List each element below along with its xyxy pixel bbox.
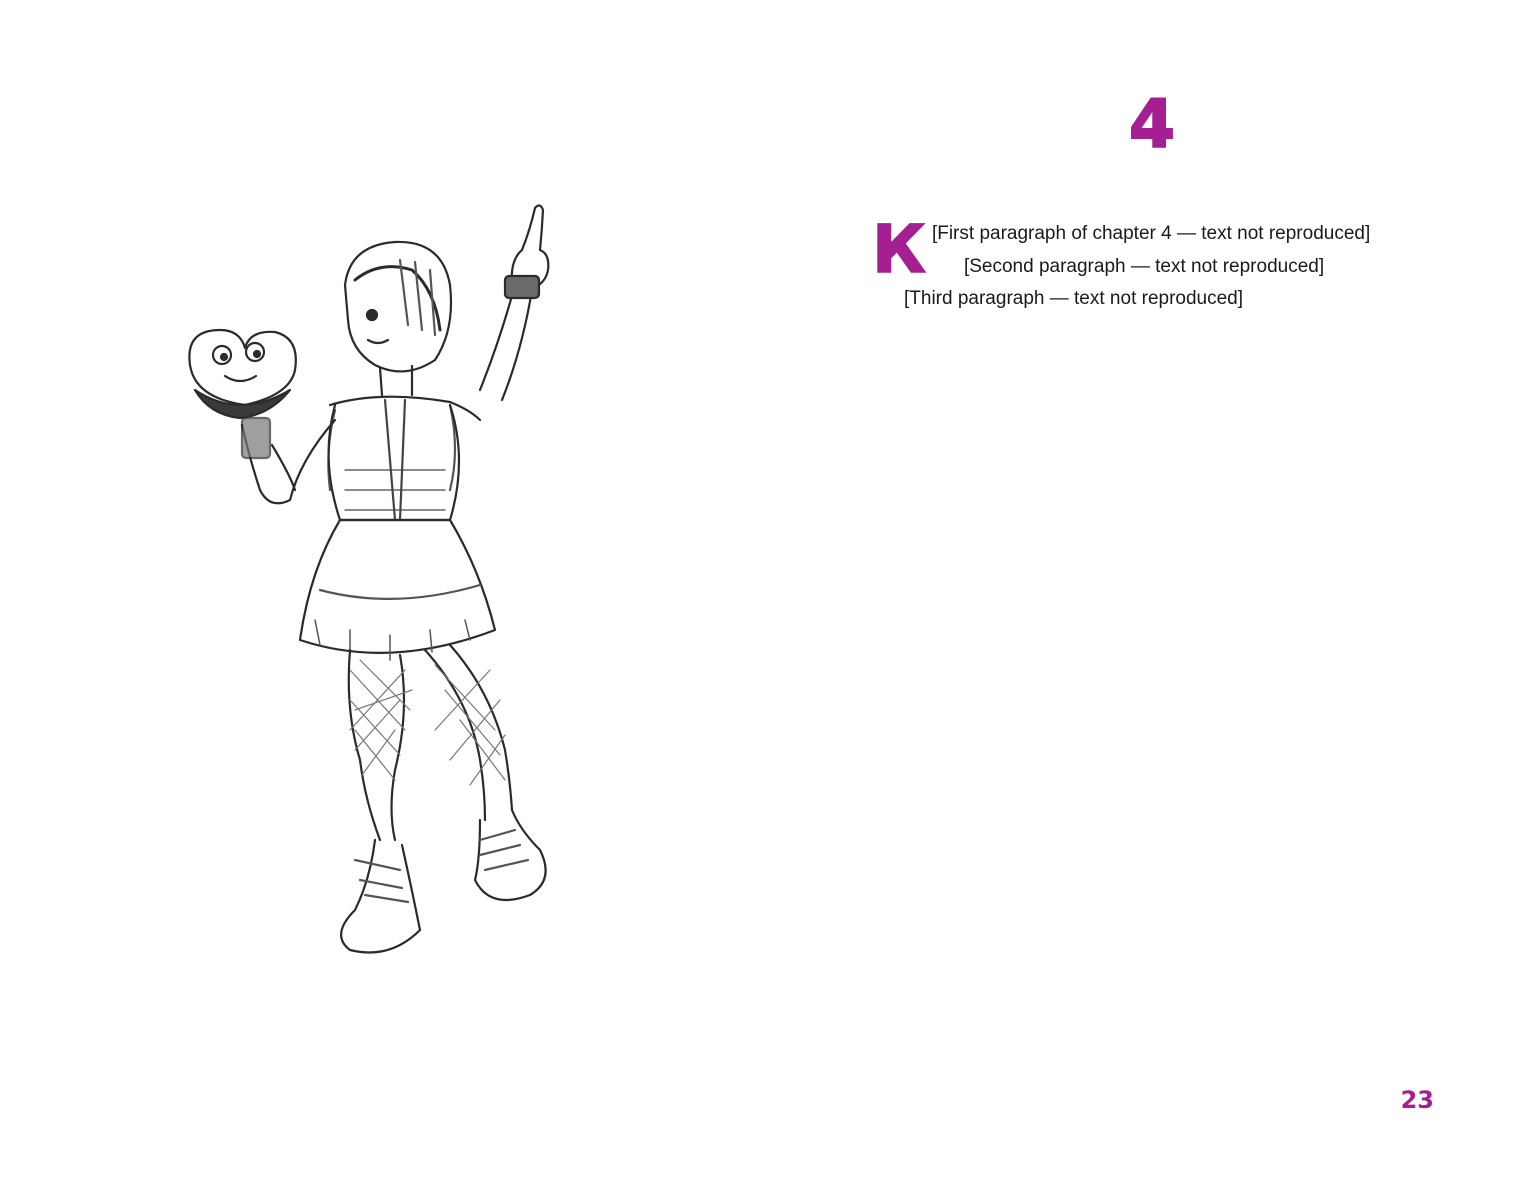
paragraph-2: [Second paragraph — text not reproduced] — [963, 255, 1325, 277]
chapter-number: 4 — [1129, 86, 1175, 163]
page-number: 23 — [1400, 1086, 1434, 1114]
paragraph-3: [Third paragraph — text not reproduced] — [904, 288, 1244, 309]
drop-cap: К — [872, 211, 926, 288]
paragraph-1-text: [First paragraph of chapter 4 — text not reproduced] — [931, 223, 1371, 244]
sketch-girl-with-heart-icon — [150, 190, 610, 980]
body-text — [872, 211, 1430, 316]
